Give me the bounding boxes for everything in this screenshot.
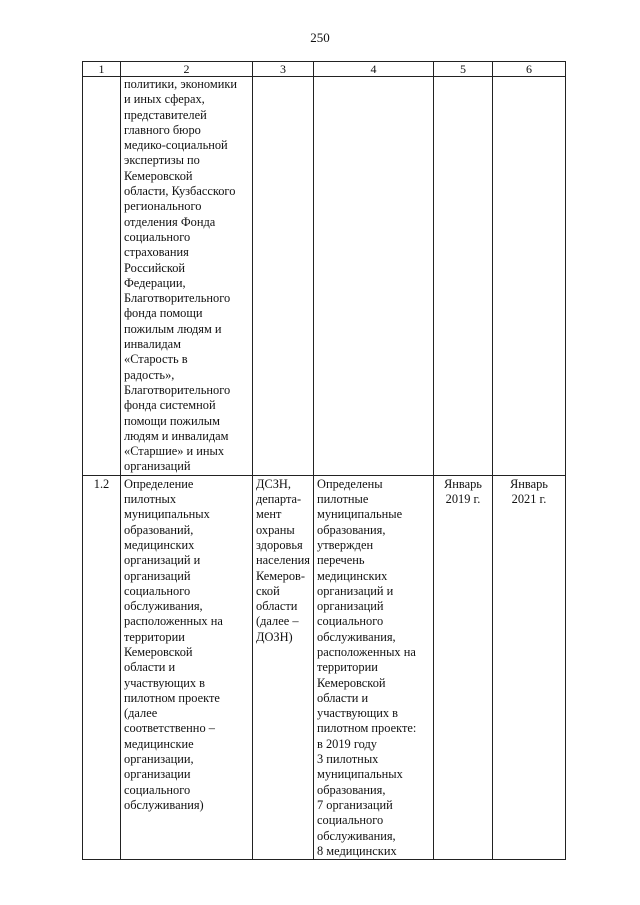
page-number: 250 (310, 30, 330, 45)
cell-end-date (493, 77, 566, 476)
table-row (83, 475, 566, 859)
cell-number: 1.2 (83, 475, 121, 859)
header-col-1: 1 (83, 62, 121, 77)
cell-start-date: Январь 2019 г. (434, 475, 493, 859)
cell-activity: политики, экономики и иных сферах, представителей главного бюро медико-социальной экспертизы по Кемеровской области, Кузбасского регионального отделения Фонда социального страхования Российской Федерации, Благотворительного фонда помощи пожилым людям и инвалидам «Старость в радость», Благотворительного фонда системной помощи пожилым людям и инвалидам «Старшие» и иных организаций (121, 77, 253, 476)
header-col-5: 5 (434, 62, 493, 77)
cell-end-date: Январь 2021 г. (493, 475, 566, 859)
table-header-row (83, 62, 566, 77)
header-col-4: 4 (314, 62, 434, 77)
plan-table (82, 61, 566, 860)
cell-result (314, 77, 434, 476)
cell-result: Определены пилотные муниципальные образования, утвержден перечень медицинских организаций и организаций социального обслуживания, расположенных на территории Кемеровской области и участвующих в пилотном проекте: в 2019 году 3 пилотных муниципальных образования, 7 организаций социального обслуживания, 8 медицинских (314, 475, 434, 859)
header-col-3: 3 (253, 62, 314, 77)
cell-responsible (253, 77, 314, 476)
cell-responsible: ДСЗН, департа- мент охраны здоровья населения Кемеров- ской области (далее – ДОЗН) (253, 475, 314, 859)
table-row (83, 77, 566, 476)
header-col-6: 6 (493, 62, 566, 77)
header-col-2: 2 (121, 62, 253, 77)
cell-number (83, 77, 121, 476)
cell-activity: Определение пилотных муниципальных образований, медицинских организаций и организаций социального обслуживания, расположенных на территории Кемеровской области и участвующих в пилотном проекте (далее соответственно – медицинские организации, организации социального обслуживания) (121, 475, 253, 859)
cell-start-date (434, 77, 493, 476)
